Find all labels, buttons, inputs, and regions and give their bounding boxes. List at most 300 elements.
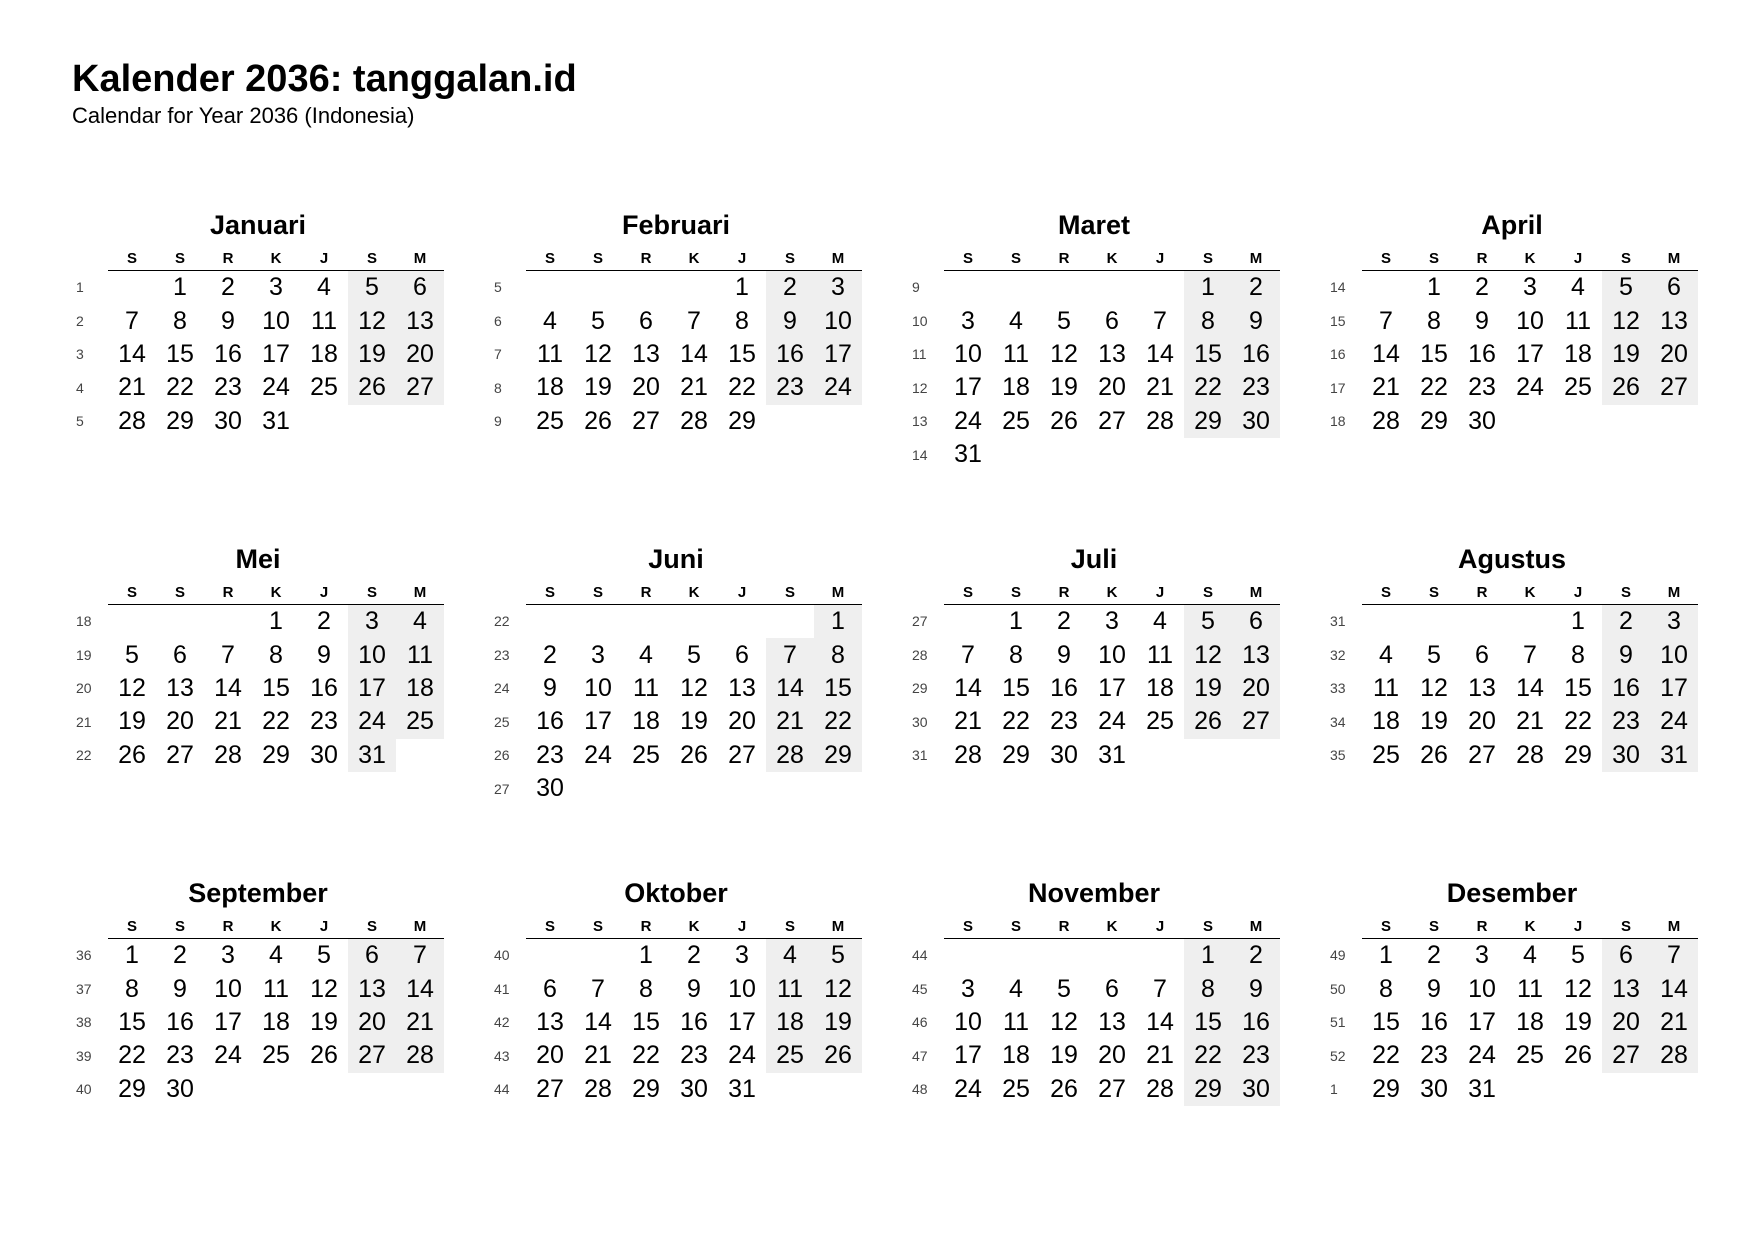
- day-cell: 30: [1468, 406, 1496, 435]
- day-cell: 3: [961, 974, 975, 1003]
- day-cell: 18: [1372, 707, 1400, 736]
- day-cell: 13: [348, 972, 396, 1005]
- weekday-header: K: [1506, 248, 1554, 271]
- month-name: April: [1481, 210, 1543, 240]
- month-name: Februari: [621, 210, 731, 240]
- day-cell: 26: [118, 740, 146, 769]
- day-cell: 30: [166, 1074, 194, 1103]
- day-cell: 28: [954, 740, 982, 769]
- week-number: 31: [1330, 613, 1346, 630]
- weekday-header-row: [72, 248, 444, 271]
- day-cell: 1: [1571, 607, 1585, 636]
- week-number: 39: [76, 1047, 92, 1064]
- day-cell: 9: [1602, 638, 1650, 671]
- week-number: 9: [494, 413, 502, 430]
- day-cell: 31: [954, 440, 982, 469]
- weekday-header: S: [1362, 248, 1410, 271]
- day-cell: [1040, 438, 1088, 471]
- day-cell: 8: [1009, 640, 1023, 669]
- day-cell: 9: [543, 673, 557, 702]
- day-cell: 10: [954, 1007, 982, 1036]
- day-cell: [1184, 739, 1232, 772]
- day-cell: 2: [173, 941, 187, 970]
- week-number-header: [908, 916, 944, 939]
- day-cell: 16: [1602, 672, 1650, 705]
- week-row: [908, 271, 1280, 305]
- day-cell: 21: [584, 1041, 612, 1070]
- day-cell: 19: [1564, 1007, 1592, 1036]
- week-number: 16: [1330, 346, 1346, 363]
- weekday-header: R: [1040, 916, 1088, 939]
- day-cell: 14: [1146, 339, 1174, 368]
- week-row: [72, 338, 444, 371]
- day-cell: 2: [766, 271, 814, 305]
- day-cell: [252, 1073, 300, 1106]
- day-cell: 9: [1427, 974, 1441, 1003]
- weekday-header: S: [1410, 248, 1458, 271]
- day-cell: 3: [269, 273, 283, 302]
- week-number-header: [1326, 248, 1362, 271]
- day-cell: 14: [1650, 972, 1698, 1005]
- day-cell: 2: [543, 640, 557, 669]
- day-cell: 15: [262, 673, 290, 702]
- day-cell: [1136, 271, 1184, 305]
- day-cell: 13: [1098, 339, 1126, 368]
- day-cell: [1506, 605, 1554, 639]
- day-cell: 31: [728, 1074, 756, 1103]
- day-cell: 20: [166, 707, 194, 736]
- day-cell: 28: [214, 740, 242, 769]
- day-cell: 12: [814, 972, 862, 1005]
- day-cell: 11: [1517, 974, 1543, 1003]
- day-cell: 4: [1523, 941, 1537, 970]
- day-cell: 19: [1184, 672, 1232, 705]
- day-cell: [814, 405, 862, 438]
- day-cell: 13: [166, 673, 194, 702]
- week-number: 43: [494, 1047, 510, 1064]
- week-number: 42: [494, 1014, 510, 1031]
- day-cell: 28: [680, 406, 708, 435]
- week-number: 52: [1330, 1047, 1346, 1064]
- day-cell: 2: [221, 273, 235, 302]
- day-cell: 7: [1523, 640, 1537, 669]
- week-row: [490, 972, 862, 1005]
- day-cell: 20: [396, 338, 444, 371]
- day-cell: 26: [1420, 740, 1448, 769]
- day-cell: 23: [1050, 707, 1078, 736]
- week-row: [908, 605, 1280, 639]
- week-number-header: [1326, 916, 1362, 939]
- day-cell: 21: [1146, 373, 1174, 402]
- week-number: 40: [494, 947, 510, 964]
- weekday-header: K: [1088, 582, 1136, 605]
- day-cell: 24: [1516, 373, 1544, 402]
- day-cell: 6: [173, 640, 187, 669]
- weekday-header: M: [1650, 916, 1698, 939]
- weekday-header: J: [1554, 916, 1602, 939]
- day-cell: 14: [118, 339, 146, 368]
- weekday-header: K: [1506, 582, 1554, 605]
- day-cell: 16: [1468, 339, 1496, 368]
- day-cell: 23: [1420, 1041, 1448, 1070]
- week-row: [1326, 972, 1698, 1005]
- day-cell: 25: [632, 740, 660, 769]
- week-number: 51: [1330, 1014, 1346, 1031]
- weekday-header: K: [1088, 916, 1136, 939]
- day-cell: 11: [1373, 673, 1399, 702]
- weekday-header: J: [1554, 248, 1602, 271]
- day-cell: 28: [1516, 740, 1544, 769]
- day-cell: [670, 772, 718, 805]
- day-cell: 23: [214, 373, 242, 402]
- week-number: 17: [1330, 379, 1346, 396]
- day-cell: [622, 772, 670, 805]
- day-cell: 2: [1232, 271, 1280, 305]
- week-row: [72, 1006, 444, 1039]
- day-cell: 16: [214, 339, 242, 368]
- weekday-header: K: [670, 916, 718, 939]
- day-cell: [526, 605, 574, 639]
- day-cell: [1506, 1073, 1554, 1106]
- week-number: 1: [1330, 1081, 1338, 1098]
- day-cell: [1136, 438, 1184, 471]
- week-number: 15: [1330, 313, 1346, 330]
- day-cell: [1506, 405, 1554, 438]
- day-cell: 10: [1650, 638, 1698, 671]
- day-cell: 6: [639, 306, 653, 335]
- weekday-header: J: [1136, 916, 1184, 939]
- day-cell: 5: [125, 640, 139, 669]
- month-table: [908, 248, 1280, 471]
- weekday-header: R: [204, 916, 252, 939]
- week-row: [490, 605, 862, 639]
- day-cell: [766, 605, 814, 639]
- week-row: [908, 705, 1280, 738]
- day-cell: 3: [221, 941, 235, 970]
- week-number: 32: [1330, 647, 1346, 664]
- day-cell: 27: [348, 1039, 396, 1072]
- day-cell: 28: [1650, 1039, 1698, 1072]
- month-table: [72, 582, 444, 772]
- weekday-header: S: [526, 248, 574, 271]
- weekday-header: S: [1602, 916, 1650, 939]
- day-cell: 20: [1098, 373, 1126, 402]
- weekday-header: S: [574, 916, 622, 939]
- day-cell: 20: [1098, 1041, 1126, 1070]
- weekday-header: R: [622, 248, 670, 271]
- week-row: [72, 605, 444, 639]
- day-cell: 26: [814, 1039, 862, 1072]
- day-cell: 22: [118, 1041, 146, 1070]
- weekday-header: M: [1650, 248, 1698, 271]
- day-cell: 27: [396, 371, 444, 404]
- day-cell: 5: [1184, 605, 1232, 639]
- day-cell: 14: [1516, 673, 1544, 702]
- weekday-header: S: [992, 916, 1040, 939]
- weekday-header: M: [814, 248, 862, 271]
- day-cell: 5: [1057, 974, 1071, 1003]
- day-cell: 10: [348, 638, 396, 671]
- weekday-header: M: [1232, 916, 1280, 939]
- weekday-header: M: [814, 582, 862, 605]
- day-cell: [1554, 1073, 1602, 1106]
- day-cell: 28: [584, 1074, 612, 1103]
- weekday-header: S: [944, 582, 992, 605]
- week-number-header: [490, 916, 526, 939]
- month-table: [490, 582, 862, 805]
- day-cell: [348, 405, 396, 438]
- month-name: Maret: [1057, 210, 1131, 240]
- day-cell: 26: [680, 740, 708, 769]
- month-table: [1326, 916, 1698, 1106]
- day-cell: 31: [1468, 1074, 1496, 1103]
- day-cell: 24: [1468, 1041, 1496, 1070]
- weekday-header: J: [1136, 248, 1184, 271]
- day-cell: 15: [1002, 673, 1030, 702]
- day-cell: 6: [1105, 974, 1119, 1003]
- week-row: [908, 338, 1280, 371]
- weekday-header: R: [1040, 248, 1088, 271]
- week-row: [490, 772, 862, 805]
- day-cell: 22: [1002, 707, 1030, 736]
- day-cell: 23: [1232, 371, 1280, 404]
- day-cell: 26: [1184, 705, 1232, 738]
- weekday-header: S: [348, 916, 396, 939]
- day-cell: [1232, 438, 1280, 471]
- week-row: [908, 438, 1280, 471]
- weekday-header: S: [1410, 916, 1458, 939]
- day-cell: [156, 605, 204, 639]
- day-cell: [300, 1073, 348, 1106]
- day-cell: [300, 405, 348, 438]
- day-cell: 24: [954, 1074, 982, 1103]
- week-number: 38: [76, 1014, 92, 1031]
- day-cell: 27: [1098, 406, 1126, 435]
- month-name: November: [1027, 878, 1161, 908]
- day-cell: 23: [1468, 373, 1496, 402]
- week-row: [1326, 605, 1698, 639]
- week-row: [72, 304, 444, 337]
- week-number: 50: [1330, 981, 1346, 998]
- week-number: 6: [494, 313, 502, 330]
- day-cell: 25: [396, 705, 444, 738]
- day-cell: 26: [310, 1041, 338, 1070]
- day-cell: 14: [214, 673, 242, 702]
- weekday-header: S: [526, 582, 574, 605]
- day-cell: [1458, 605, 1506, 639]
- day-cell: 4: [1153, 607, 1167, 636]
- week-number: 41: [494, 981, 510, 998]
- week-number: 19: [76, 647, 92, 664]
- week-number: 20: [76, 680, 92, 697]
- weekday-header: J: [718, 916, 766, 939]
- day-cell: 10: [814, 304, 862, 337]
- weekday-header: S: [1362, 916, 1410, 939]
- week-number: 11: [912, 346, 927, 363]
- page-subtitle: Calendar for Year 2036 (Indonesia): [72, 103, 415, 128]
- day-cell: 24: [262, 373, 290, 402]
- day-cell: [1410, 605, 1458, 639]
- day-cell: 1: [269, 607, 283, 636]
- day-cell: [622, 605, 670, 639]
- day-cell: 8: [1184, 304, 1232, 337]
- day-cell: 17: [262, 339, 290, 368]
- week-row: [908, 972, 1280, 1005]
- weekday-header: S: [1184, 582, 1232, 605]
- day-cell: 31: [262, 406, 290, 435]
- day-cell: 14: [1146, 1007, 1174, 1036]
- day-cell: 9: [1232, 304, 1280, 337]
- day-cell: 11: [1565, 306, 1591, 335]
- day-cell: [574, 605, 622, 639]
- day-cell: 8: [1427, 306, 1441, 335]
- week-number: 3: [76, 346, 84, 363]
- day-cell: 12: [1564, 974, 1592, 1003]
- day-cell: 9: [1232, 972, 1280, 1005]
- weekday-header: S: [108, 916, 156, 939]
- week-number: 33: [1330, 680, 1346, 697]
- day-cell: 4: [1009, 306, 1023, 335]
- weekday-header-row: [1326, 248, 1698, 271]
- week-row: [72, 739, 444, 772]
- day-cell: 28: [396, 1039, 444, 1072]
- week-number: 7: [494, 346, 502, 363]
- day-cell: 22: [1564, 707, 1592, 736]
- day-cell: 18: [396, 672, 444, 705]
- day-cell: 21: [1372, 373, 1400, 402]
- weekday-header: K: [1088, 248, 1136, 271]
- day-cell: 15: [1420, 339, 1448, 368]
- day-cell: 28: [766, 739, 814, 772]
- week-row: [908, 1006, 1280, 1039]
- day-cell: 13: [632, 339, 660, 368]
- day-cell: 2: [1602, 605, 1650, 639]
- week-row: [490, 1006, 862, 1039]
- day-cell: 24: [348, 705, 396, 738]
- day-cell: 21: [766, 705, 814, 738]
- day-cell: 2: [1232, 939, 1280, 973]
- day-cell: 28: [118, 406, 146, 435]
- day-cell: 10: [728, 974, 756, 1003]
- day-cell: 30: [1420, 1074, 1448, 1103]
- day-cell: 6: [1650, 271, 1698, 305]
- day-cell: 11: [766, 972, 814, 1005]
- day-cell: 21: [954, 707, 982, 736]
- day-cell: 3: [1523, 273, 1537, 302]
- day-cell: 12: [680, 673, 708, 702]
- day-cell: 7: [961, 640, 975, 669]
- day-cell: [944, 605, 992, 639]
- day-cell: 18: [262, 1007, 290, 1036]
- day-cell: 17: [954, 373, 982, 402]
- week-row: [908, 405, 1280, 438]
- day-cell: 21: [396, 1006, 444, 1039]
- day-cell: [348, 1073, 396, 1106]
- day-cell: [814, 772, 862, 805]
- month-name: Mei: [235, 544, 281, 574]
- day-cell: 8: [173, 306, 187, 335]
- weekday-header-row: [908, 248, 1280, 271]
- weekday-header-row: [490, 916, 862, 939]
- month-name: Agustus: [1458, 544, 1566, 574]
- day-cell: 29: [1420, 406, 1448, 435]
- day-cell: 12: [310, 974, 338, 1003]
- day-cell: [992, 939, 1040, 973]
- day-cell: 20: [632, 373, 660, 402]
- weekday-header: S: [944, 916, 992, 939]
- day-cell: 18: [1146, 673, 1174, 702]
- month-table: [908, 582, 1280, 772]
- day-cell: 17: [1650, 672, 1698, 705]
- day-cell: 26: [1602, 371, 1650, 404]
- day-cell: 4: [396, 605, 444, 639]
- day-cell: 29: [118, 1074, 146, 1103]
- day-cell: 17: [214, 1007, 242, 1036]
- day-cell: 19: [584, 373, 612, 402]
- day-cell: 21: [118, 373, 146, 402]
- week-row: [908, 304, 1280, 337]
- day-cell: 12: [1602, 304, 1650, 337]
- day-cell: 1: [1427, 273, 1441, 302]
- day-cell: 12: [1050, 1007, 1078, 1036]
- day-cell: [108, 605, 156, 639]
- day-cell: 20: [728, 707, 756, 736]
- day-cell: 15: [1564, 673, 1592, 702]
- day-cell: 15: [166, 339, 194, 368]
- day-cell: 17: [954, 1041, 982, 1070]
- week-number: 25: [494, 713, 510, 730]
- week-row: [490, 304, 862, 337]
- week-row: [490, 405, 862, 438]
- day-cell: 3: [591, 640, 605, 669]
- day-cell: 23: [766, 371, 814, 404]
- weekday-header: K: [252, 248, 300, 271]
- day-cell: [396, 739, 444, 772]
- day-cell: 2: [1057, 607, 1071, 636]
- day-cell: 30: [1602, 739, 1650, 772]
- day-cell: 16: [766, 338, 814, 371]
- day-cell: 11: [537, 339, 563, 368]
- day-cell: 27: [632, 406, 660, 435]
- page-title: Kalender 2036: tanggalan.id: [72, 58, 577, 100]
- day-cell: 29: [1002, 740, 1030, 769]
- day-cell: 14: [680, 339, 708, 368]
- weekday-header: K: [252, 916, 300, 939]
- day-cell: 5: [348, 271, 396, 305]
- day-cell: [670, 271, 718, 305]
- week-row: [1326, 739, 1698, 772]
- day-cell: 7: [221, 640, 235, 669]
- weekday-header-row: [1326, 582, 1698, 605]
- day-cell: 7: [591, 974, 605, 1003]
- week-row: [908, 939, 1280, 973]
- day-cell: 6: [543, 974, 557, 1003]
- week-number: 5: [494, 279, 502, 296]
- day-cell: 17: [1098, 673, 1126, 702]
- day-cell: 28: [1372, 406, 1400, 435]
- day-cell: 3: [735, 941, 749, 970]
- day-cell: 4: [543, 306, 557, 335]
- day-cell: 26: [1050, 406, 1078, 435]
- day-cell: [944, 939, 992, 973]
- month-name: Juli: [1070, 544, 1118, 574]
- day-cell: 10: [584, 673, 612, 702]
- day-cell: [1040, 271, 1088, 305]
- day-cell: 8: [1571, 640, 1585, 669]
- weekday-header: J: [300, 916, 348, 939]
- weekday-header-row: [490, 248, 862, 271]
- day-cell: 1: [1184, 271, 1232, 305]
